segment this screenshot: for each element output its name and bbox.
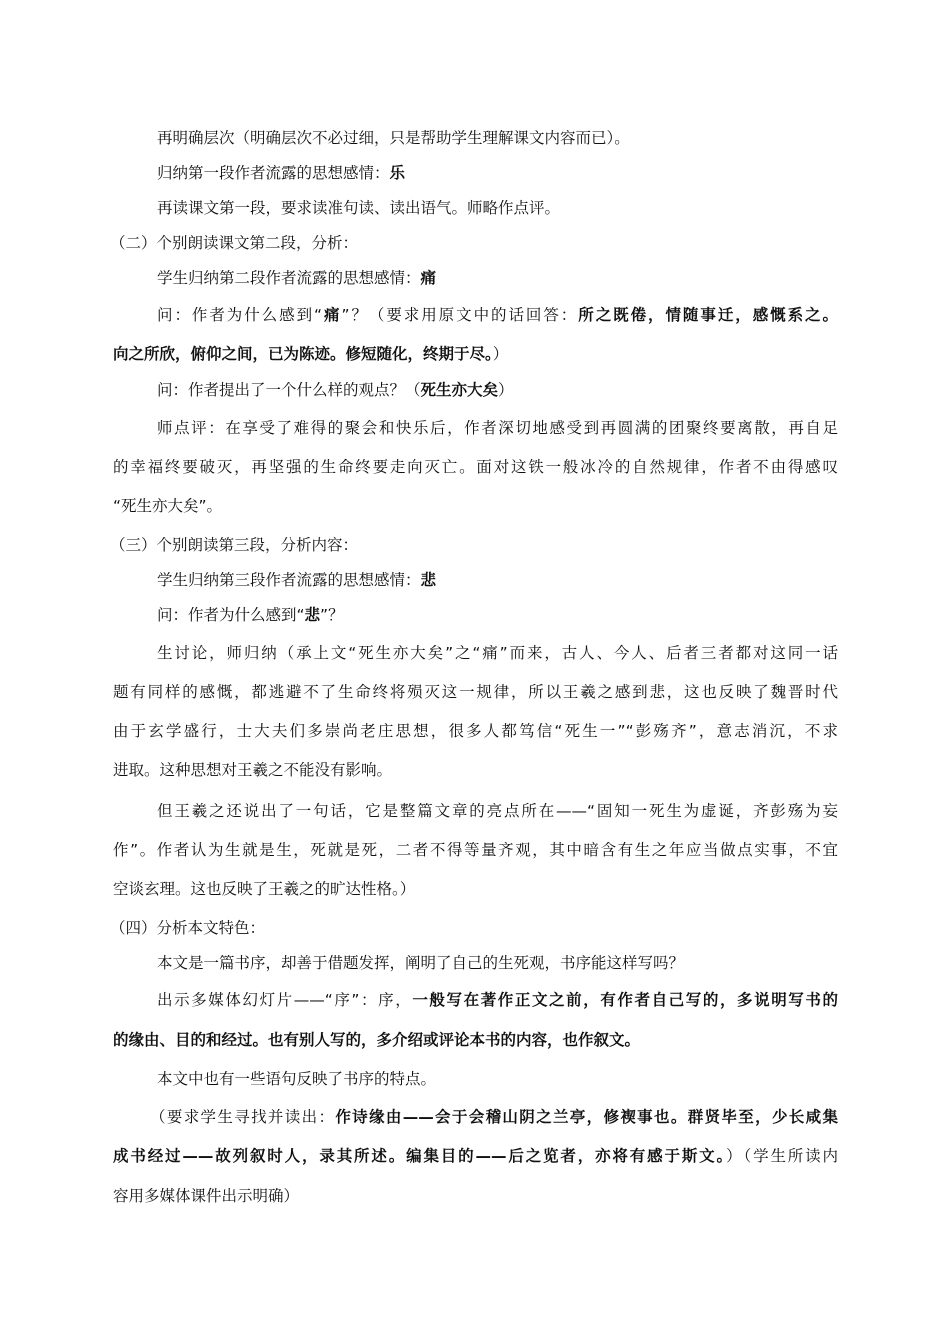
text-run: 学生归纳第二段作者流露的思想感情： xyxy=(157,269,421,287)
paragraph-line xyxy=(113,1030,640,1050)
paragraph-line xyxy=(113,457,838,477)
text-run: 问：作者为什么感到“ xyxy=(157,606,305,624)
text-run: 本文是一篇书序，却善于借题发挥，阐明了自己的生死观，书序能这样写吗？ xyxy=(157,954,685,972)
bold-text: 成书经过——故列叙时人，录其所述。编集目的——后之览者，亦将有感于斯文。 xyxy=(113,1147,727,1165)
paragraph xyxy=(157,605,344,625)
text-run: 再明确层次（明确层次不必过细，只是帮助学生理解课文内容而已）。 xyxy=(157,129,630,147)
paragraph xyxy=(157,163,405,183)
paragraph-line xyxy=(150,1107,838,1127)
text-run: 再读课文第一段，要求读准句读、读出语气。师略作点评。 xyxy=(157,199,561,217)
text-run: 问：作者为什么感到“ xyxy=(157,306,323,324)
bold-text: 一般写在著作正文之前，有作者自己写的，多说明写书的 xyxy=(412,991,838,1009)
text-run: （三）个别朗读第三段，分析内容： xyxy=(110,536,359,554)
text-run: 出示多媒体幻灯片——“序”：序， xyxy=(157,991,413,1009)
text-run: ）（学生所读内 xyxy=(726,1147,838,1165)
text-run: （四）分析本文特色： xyxy=(110,919,266,937)
text-run: “死生亦大矣”。 xyxy=(113,497,223,515)
text-run: 生讨论，师归纳（承上文“死生亦大矣”之“痛”而来，古人、今人、后者三者都对这同一话 xyxy=(157,644,838,662)
bold-text: 乐 xyxy=(389,164,406,182)
bold-text: 悲 xyxy=(304,606,321,624)
text-run: 的幸福终要破灭，再坚强的生命终要走向灭亡。面对这铁一般冰冷的自然规律，作者不由得感叹 xyxy=(113,458,838,476)
bold-text: 所之既倦，情随事迁，感慨系之。 xyxy=(578,306,838,324)
paragraph xyxy=(157,570,436,590)
paragraph xyxy=(157,1069,436,1089)
paragraph-line xyxy=(157,418,838,438)
paragraph-line xyxy=(113,760,392,780)
text-run: ） xyxy=(498,381,514,399)
paragraph-line xyxy=(157,305,838,325)
text-run: 问：作者提出了一个什么样的观点？（ xyxy=(157,381,421,399)
bold-text: 痛 xyxy=(420,269,437,287)
paragraph-line xyxy=(113,1186,299,1206)
text-run: ”？（要求用原文中的话回答： xyxy=(341,306,579,324)
text-run: 进取。这种思想对王羲之不能没有影响。 xyxy=(113,761,393,779)
paragraph-line xyxy=(113,840,838,860)
section-heading xyxy=(110,918,265,938)
text-run: 容用多媒体课件出示明确） xyxy=(113,1187,300,1205)
text-run: 师点评：在享受了难得的聚会和快乐后，作者深切地感受到再圆满的团聚终要离散，再自足 xyxy=(157,419,838,437)
paragraph xyxy=(157,953,684,973)
paragraph-line xyxy=(157,990,838,1010)
text-run: （二）个别朗读课文第二段，分析： xyxy=(110,234,359,252)
text-run: ） xyxy=(492,345,509,363)
paragraph-line xyxy=(113,496,222,516)
bold-text: 死生亦大矣 xyxy=(420,381,499,399)
text-run: 但王羲之还说出了一句话，它是整篇文章的亮点所在——“固知一死生为虚诞，齐彭殇为妄 xyxy=(157,802,838,820)
text-run: 归纳第一段作者流露的思想感情： xyxy=(157,164,390,182)
text-run: 空谈玄理。这也反映了王羲之的旷达性格。） xyxy=(113,880,416,898)
paragraph-line xyxy=(113,879,415,899)
paragraph-line xyxy=(157,801,838,821)
paragraph xyxy=(157,128,630,148)
bold-text: 痛 xyxy=(322,306,342,324)
paragraph-line xyxy=(113,682,838,702)
section-heading xyxy=(110,233,358,253)
paragraph-line xyxy=(113,721,838,741)
text-run: 作”。作者认为生就是生，死就是死，二者不得等量齐观，其中暗含有生之年应当做点实事，不宜 xyxy=(113,841,838,859)
paragraph-line xyxy=(157,643,838,663)
text-run: 题有同样的感慨，都逃避不了生命终将殒灭这一规律，所以王羲之感到悲，这也反映了魏晋时代 xyxy=(113,683,838,701)
paragraph xyxy=(157,268,436,288)
text-run: 本文中也有一些语句反映了书序的特点。 xyxy=(157,1070,437,1088)
text-run: 由于玄学盛行，士大夫们多崇尚老庄思想，很多人都笃信“死生一”“彭殇齐”，意志消沉，不求 xyxy=(113,722,838,740)
paragraph xyxy=(157,380,514,400)
bold-text: 悲 xyxy=(420,571,437,589)
text-run: 学生归纳第三段作者流露的思想感情： xyxy=(157,571,421,589)
bold-text: 向之所欣，俯仰之间，已为陈迹。修短随化，终期于尽。 xyxy=(113,345,493,363)
text-run: ”？ xyxy=(320,606,344,624)
text-run: （要求学生寻找并读出： xyxy=(150,1108,336,1126)
paragraph xyxy=(157,198,560,218)
bold-text: 作诗缘由——会于会稽山阴之兰亭，修褉事也。群贤毕至，少长咸集 xyxy=(335,1108,838,1126)
paragraph-line xyxy=(113,344,508,364)
section-heading xyxy=(110,535,358,555)
paragraph-line xyxy=(113,1146,838,1166)
bold-text: 的缘由、目的和经过。也有别人写的，多介绍或评论本书的内容，也作叙文。 xyxy=(113,1031,641,1049)
